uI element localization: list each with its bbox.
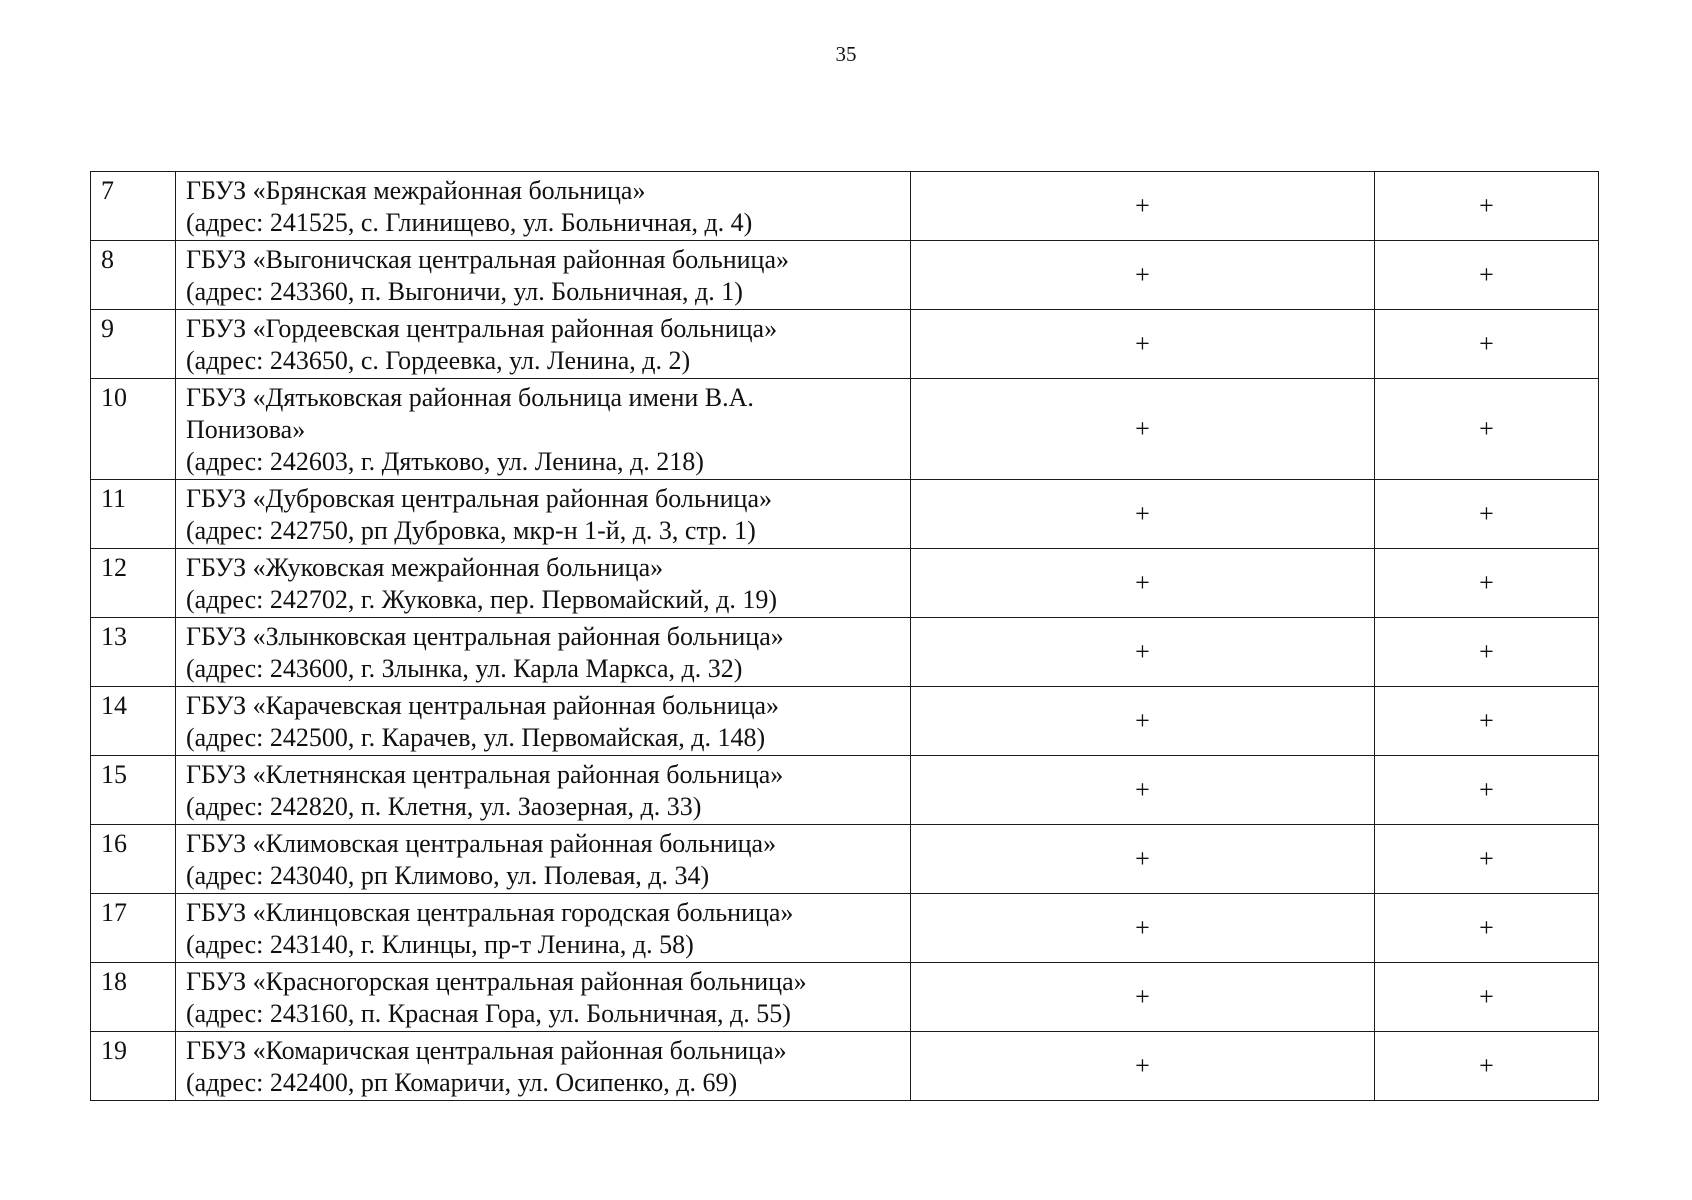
- institution-address: (адрес: 243650, с. Гордеевка, ул. Ленина, д. 2): [186, 346, 691, 375]
- mark-column-3: +: [911, 756, 1375, 825]
- page-number: 35: [835, 42, 857, 66]
- institution-name: ГБУЗ «Клетнянская центральная районная больница»: [186, 760, 784, 789]
- mark-column-3: +: [911, 963, 1375, 1032]
- mark-column-4: +: [1375, 310, 1599, 379]
- row-number: 13: [91, 618, 176, 687]
- mark-column-4: +: [1375, 756, 1599, 825]
- row-number: 8: [91, 241, 176, 310]
- mark-column-4: +: [1375, 825, 1599, 894]
- institution-address: (адрес: 243360, п. Выгоничи, ул. Больничная, д. 1): [186, 277, 743, 306]
- mark-column-4: +: [1375, 480, 1599, 549]
- institution-name: ГБУЗ «Злынковская центральная районная больница»: [186, 622, 784, 651]
- institution-cell: [176, 310, 911, 379]
- row-number: 9: [91, 310, 176, 379]
- mark-column-3: +: [911, 172, 1375, 241]
- table-row: [91, 825, 1599, 894]
- institution-cell: [176, 172, 911, 241]
- table-row: [91, 480, 1599, 549]
- table-row: [91, 549, 1599, 618]
- table-row: [91, 310, 1599, 379]
- institution-address: (адрес: 242750, рп Дубровка, мкр-н 1-й, д. 3, стр. 1): [186, 516, 756, 545]
- institution-cell: [176, 1032, 911, 1101]
- mark-column-4: +: [1375, 687, 1599, 756]
- mark-column-4: +: [1375, 963, 1599, 1032]
- row-number: 16: [91, 825, 176, 894]
- row-number: 14: [91, 687, 176, 756]
- mark-column-3: +: [911, 687, 1375, 756]
- hospital-table: [90, 171, 1599, 1101]
- mark-column-4: +: [1375, 549, 1599, 618]
- row-number: 12: [91, 549, 176, 618]
- institution-name: ГБУЗ «Клинцовская центральная городская больница»: [186, 898, 794, 927]
- institution-name: ГБУЗ «Дятьковская районная больница имени В.А.: [186, 383, 754, 412]
- mark-column-4: +: [1375, 1032, 1599, 1101]
- institution-cell: [176, 241, 911, 310]
- mark-column-3: +: [911, 241, 1375, 310]
- institution-address: (адрес: 242603, г. Дятьково, ул. Ленина, д. 218): [186, 447, 704, 476]
- institution-name: ГБУЗ «Климовская центральная районная больница»: [186, 829, 777, 858]
- institution-name: Понизова»: [186, 415, 306, 444]
- table-row: [91, 618, 1599, 687]
- mark-column-3: +: [911, 310, 1375, 379]
- institution-cell: [176, 618, 911, 687]
- row-number: 17: [91, 894, 176, 963]
- mark-column-3: +: [911, 480, 1375, 549]
- institution-address: (адрес: 241525, с. Глинищево, ул. Больничная, д. 4): [186, 208, 753, 237]
- institution-name: ГБУЗ «Гордеевская центральная районная больница»: [186, 314, 778, 343]
- institution-cell: [176, 756, 911, 825]
- institution-name: ГБУЗ «Карачевская центральная районная больница»: [186, 691, 780, 720]
- table-row: [91, 1032, 1599, 1101]
- institution-cell: [176, 894, 911, 963]
- institution-address: (адрес: 242820, п. Клетня, ул. Заозерная, д. 33): [186, 792, 702, 821]
- mark-column-3: +: [911, 618, 1375, 687]
- institution-name: ГБУЗ «Красногорская центральная районная больница»: [186, 967, 807, 996]
- mark-column-4: +: [1375, 379, 1599, 480]
- institution-address: (адрес: 243160, п. Красная Гора, ул. Больничная, д. 55): [186, 999, 791, 1028]
- table-row: [91, 172, 1599, 241]
- table-row: [91, 379, 1599, 480]
- row-number: 10: [91, 379, 176, 480]
- mark-column-4: +: [1375, 894, 1599, 963]
- mark-column-4: +: [1375, 618, 1599, 687]
- table-row: [91, 963, 1599, 1032]
- institution-name: ГБУЗ «Жуковская межрайонная больница»: [186, 553, 664, 582]
- mark-column-3: +: [911, 894, 1375, 963]
- institution-cell: [176, 480, 911, 549]
- row-number: 11: [91, 480, 176, 549]
- table-row: [91, 687, 1599, 756]
- institution-address: (адрес: 243600, г. Злынка, ул. Карла Маркса, д. 32): [186, 654, 743, 683]
- institution-name: ГБУЗ «Выгоничская центральная районная больница»: [186, 245, 789, 274]
- mark-column-3: +: [911, 549, 1375, 618]
- institution-address: (адрес: 243040, рп Климово, ул. Полевая, д. 34): [186, 861, 710, 890]
- table-row: [91, 756, 1599, 825]
- institution-cell: [176, 687, 911, 756]
- row-number: 7: [91, 172, 176, 241]
- mark-column-3: +: [911, 1032, 1375, 1101]
- institution-address: (адрес: 242702, г. Жуковка, пер. Первомайский, д. 19): [186, 585, 777, 614]
- institution-name: ГБУЗ «Комаричская центральная районная больница»: [186, 1036, 787, 1065]
- institution-cell: [176, 963, 911, 1032]
- mark-column-4: +: [1375, 241, 1599, 310]
- mark-column-3: +: [911, 825, 1375, 894]
- institution-cell: [176, 825, 911, 894]
- row-number: 18: [91, 963, 176, 1032]
- institution-cell: [176, 549, 911, 618]
- institution-address: (адрес: 242400, рп Комаричи, ул. Осипенко, д. 69): [186, 1068, 738, 1097]
- table-row: [91, 894, 1599, 963]
- row-number: 15: [91, 756, 176, 825]
- row-number: 19: [91, 1032, 176, 1101]
- institution-address: (адрес: 242500, г. Карачев, ул. Первомайская, д. 148): [186, 723, 766, 752]
- institution-name: ГБУЗ «Брянская межрайонная больница»: [186, 176, 646, 205]
- institution-name: ГБУЗ «Дубровская центральная районная больница»: [186, 484, 773, 513]
- table-row: [91, 241, 1599, 310]
- hospital-table-body: [91, 172, 1599, 1101]
- mark-column-4: +: [1375, 172, 1599, 241]
- mark-column-3: +: [911, 379, 1375, 480]
- institution-address: (адрес: 243140, г. Клинцы, пр-т Ленина, д. 58): [186, 930, 694, 959]
- institution-cell: [176, 379, 911, 480]
